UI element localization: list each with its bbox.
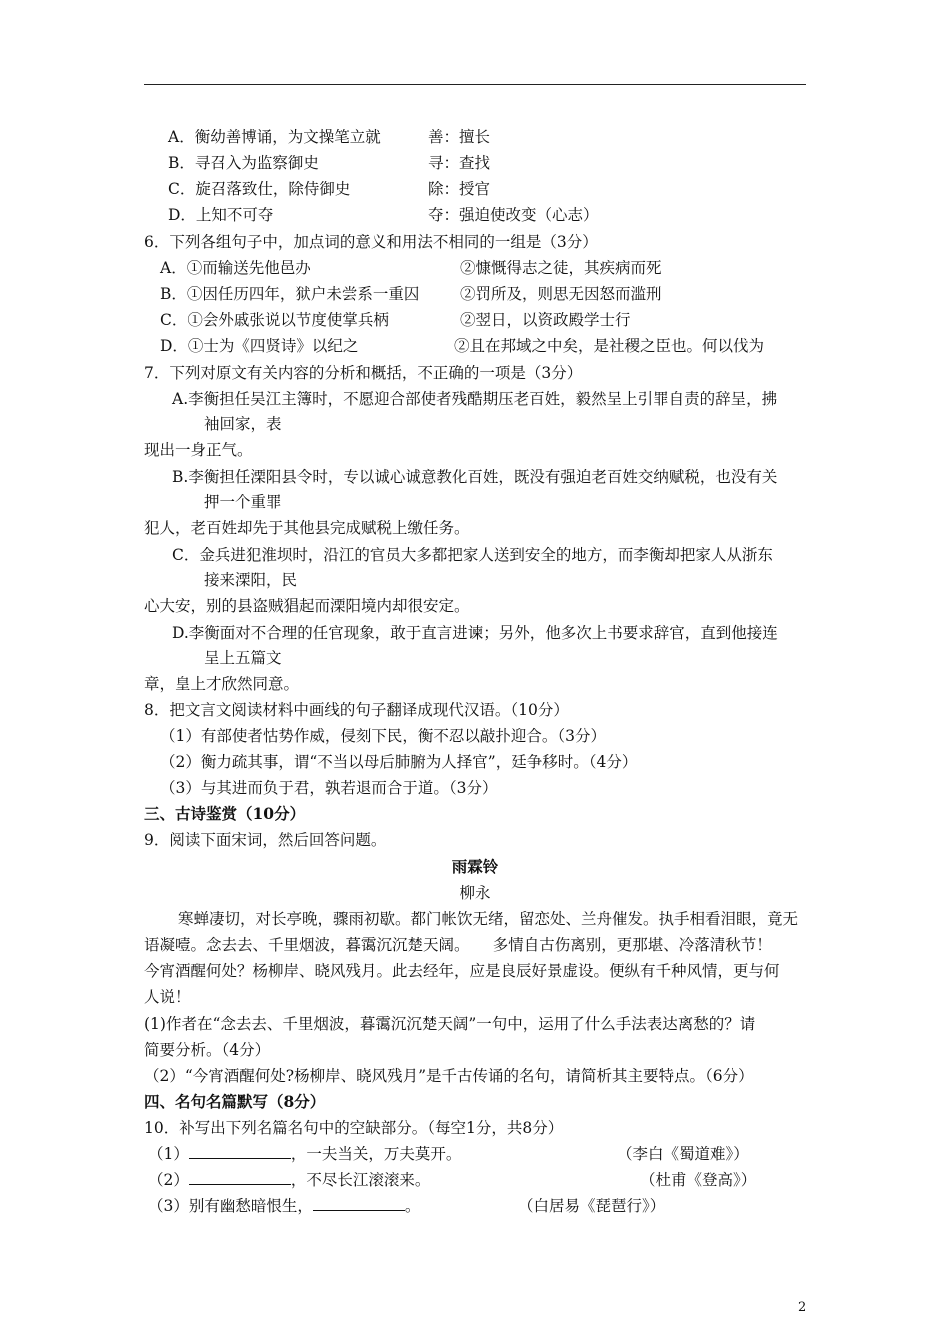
q10-item-number: （2） [148, 1171, 189, 1189]
page-number: 2 [798, 1300, 807, 1315]
poem-line: 语凝噎。念去去、千里烟波，暮霭沉沉楚天阔。 多情自古伤离别，更那堪、冷落清秋节！ [144, 936, 772, 954]
q5-option-d: D．上知不可夺 [168, 206, 274, 224]
answer-blank[interactable] [189, 1170, 291, 1185]
q9-sub2: （2）“今宵酒醒何处?杨柳岸、晓风残月”是千古传诵的名句，请简析其主要特点。（6分） [144, 1067, 754, 1085]
poem-author: 柳永 [459, 884, 491, 902]
q10-item-text: 。 [404, 1197, 421, 1215]
q7-stem: 7．下列对原文有关内容的分析和概括，不正确的一项是（3分） [144, 364, 583, 382]
q7-option-b-line1: B.李衡担任溧阳县令时，专以诚心诚意教化百姓，既没有强迫老百姓交纳赋税，也没有关 [172, 468, 778, 486]
q10-item-number: （3） [148, 1197, 189, 1215]
q6-stem: 6．下列各组句子中，加点词的意义和用法不相同的一组是（3分） [144, 233, 598, 251]
q10-item-text: ，一夫当关，万夫莫开。 [290, 1145, 462, 1163]
q5-option-a: A．衡幼善博诵，为文操笔立就 [168, 128, 381, 146]
q10-item-2-source: （杜甫《登高》） [640, 1171, 757, 1189]
q9-sub1-line2: 简要分析。（4分） [144, 1041, 271, 1059]
q6-option-c-1: C．①会外戚张说以节度使掌兵柄 [160, 311, 389, 329]
q6-option-b-2: ②罚所及，则思无因怒而滥刑 [460, 285, 662, 303]
q8-item-1: （1）有部使者怙势作威，侵刻下民，衡不忍以敲扑迎合。（3分） [160, 727, 606, 745]
q6-option-a-2: ②慷慨得志之徒，其疾病而死 [460, 259, 662, 277]
q8-stem: 8．把文言文阅读材料中画线的句子翻译成现代汉语。（10分） [144, 701, 569, 719]
section-heading-poetry: 三、古诗鉴赏（10分） [144, 804, 306, 823]
q7-option-d-line1: D.李衡面对不合理的任官现象，敢于直言进谏；另外，他多次上书要求辞官，直到他接连 [172, 624, 778, 642]
q7-option-a-line1: A.李衡担任吴江主簿时，不愿迎合部使者残酷期压老百姓，毅然呈上引罪自责的辞呈，拂 [172, 390, 778, 408]
q5-option-a-gloss: 善：擅长 [428, 128, 491, 146]
q5-option-c-gloss: 除：授官 [428, 180, 491, 198]
header-rule [144, 84, 806, 85]
section-heading-dictation: 四、名句名篇默写（8分） [144, 1092, 326, 1111]
answer-blank[interactable] [189, 1144, 291, 1159]
q10-item-1 [148, 1144, 461, 1164]
q7-option-b-line3: 犯人，老百姓却先于其他县完成赋税上缴任务。 [144, 519, 470, 537]
poem-line: 人说！ [144, 988, 191, 1006]
q6-option-d-1: D．①士为《四贤诗》以纪之 [160, 337, 359, 355]
q5-option-d-gloss: 夺：强迫使改变（心志） [428, 206, 599, 224]
q10-item-2 [148, 1170, 430, 1190]
q5-option-c: C．旋召落致仕，除侍御史 [168, 180, 351, 198]
poem-line: 今宵酒醒何处？杨柳岸、晓风残月。此去经年，应是良辰好景虚设。便纵有千种风情，更与何 [144, 962, 780, 980]
q7-option-c-line2: 接来溧阳，民 [204, 571, 298, 589]
q8-item-2: （2）衡力疏其事，谓“不当以母后肺腑为人择官”，廷争移时。（4分） [160, 753, 638, 771]
q6-option-a-1: A．①而输送先他邑办 [160, 259, 311, 277]
poem-line: 寒蝉凄切，对长亭晚，骤雨初歇。都门帐饮无绪，留恋处、兰舟催发。执手相看泪眼，竟无 [178, 910, 799, 928]
answer-blank[interactable] [313, 1196, 405, 1211]
q7-option-a-line3: 现出一身正气。 [144, 441, 253, 459]
poem-title: 雨霖铃 [451, 857, 499, 876]
q10-item-3 [148, 1196, 420, 1216]
q6-option-d-2: ②且在邦域之中矣，是社稷之臣也。何以伐为 [454, 337, 765, 355]
q8-item-3: （3）与其进而负于君，孰若退而合于道。（3分） [160, 779, 498, 797]
q6-option-b-1: B．①因任历四年，狱户未尝系一重囚 [160, 285, 420, 303]
q7-option-c-line1: C．金兵进犯淮坝时，沿江的官员大多都把家人送到安全的地方，而李衡却把家人从浙东 [172, 546, 773, 564]
q6-option-c-2: ②翌日，以资政殿学士行 [460, 311, 631, 329]
q7-option-b-line2: 押一个重罪 [204, 493, 282, 511]
q9-sub1-line1: (1)作者在“念去去、千里烟波，暮霭沉沉楚天阔”一句中，运用了什么手法表达离愁的？请 [144, 1015, 756, 1033]
q10-item-text: 别有幽愁暗恨生， [188, 1197, 313, 1215]
q10-stem: 10．补写出下列名篇名句中的空缺部分。（每空1分，共8分） [144, 1119, 564, 1137]
q7-option-a-line2: 袖回家，表 [204, 415, 282, 433]
q10-item-text: ，不尽长江滚滚来。 [290, 1171, 431, 1189]
q10-item-1-source: （李白《蜀道难》） [617, 1145, 749, 1163]
q9-stem: 9．阅读下面宋词，然后回答问题。 [144, 831, 387, 849]
q7-option-d-line3: 章，皇上才欣然同意。 [144, 675, 300, 693]
q5-option-b: B．寻召入为监察御史 [168, 154, 319, 172]
q7-option-d-line2: 呈上五篇文 [204, 649, 282, 667]
q7-option-c-line3: 心大安，别的县盗贼猖起而溧阳境内却很安定。 [144, 597, 470, 615]
q10-item-3-source: （白居易《琵琶行》） [518, 1197, 666, 1215]
q5-option-b-gloss: 寻：查找 [428, 154, 491, 172]
q10-item-number: （1） [148, 1145, 189, 1163]
